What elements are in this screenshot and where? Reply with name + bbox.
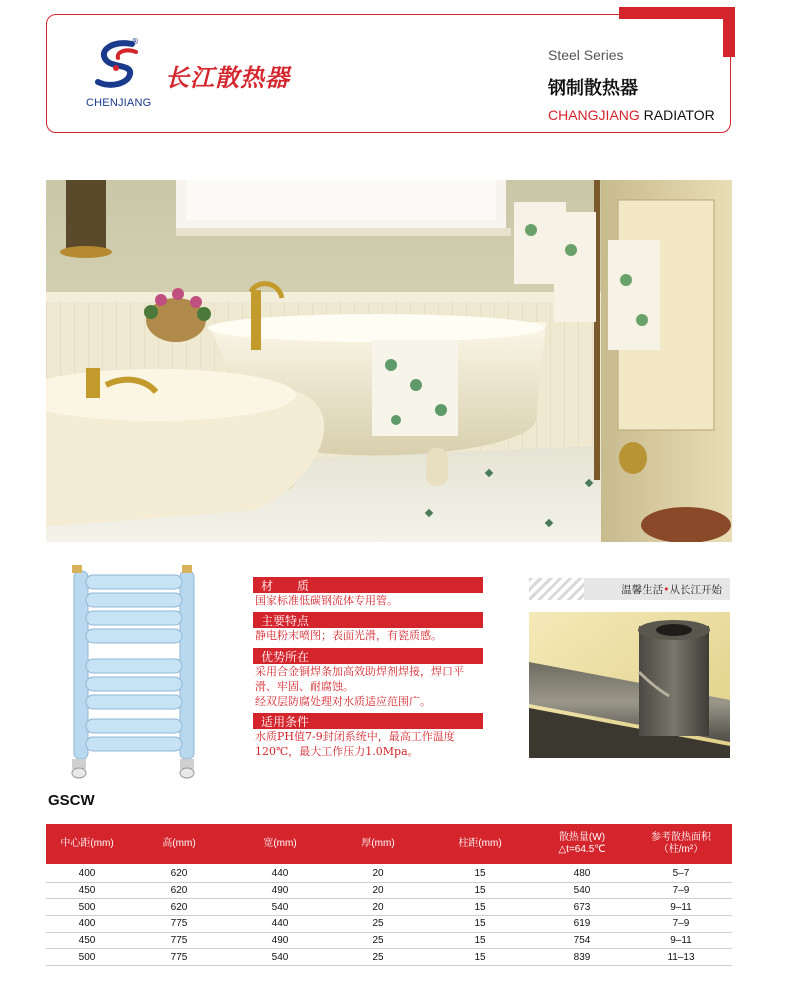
table-cell: 5–7 [630, 864, 732, 882]
th-center-distance: 中心距(mm) [46, 824, 128, 864]
table-cell: 540 [534, 882, 630, 899]
spec-table [46, 824, 732, 966]
series-brand-black: RADIATOR [639, 107, 715, 123]
corner-accent-vertical [723, 7, 735, 57]
table-cell: 440 [230, 916, 330, 933]
table-cell: 15 [426, 864, 534, 882]
th-heat-output-line-2: △t=64.5℃ [558, 844, 606, 855]
th-heat-output-line-1: 散热量(W) [558, 832, 606, 843]
table-row [46, 932, 732, 949]
logo-text: CHENJIANG [86, 97, 152, 109]
table-cell: 25 [330, 932, 426, 949]
slogan-right: 从长江开始 [669, 584, 722, 596]
table-cell: 620 [128, 864, 230, 882]
table-cell: 15 [426, 949, 534, 966]
corner-accent [619, 7, 735, 19]
series-title-en: Steel Series [548, 47, 624, 63]
table-cell: 20 [330, 899, 426, 916]
table-cell: 7–9 [630, 916, 732, 933]
spec-advantages-line-2: 滑、牢固、耐腐蚀。 [255, 680, 354, 693]
th-width: 宽(mm) [230, 824, 330, 864]
table-row [46, 864, 732, 882]
table-cell: 775 [128, 949, 230, 966]
table-cell: 450 [46, 932, 128, 949]
table-cell: 754 [534, 932, 630, 949]
table-cell: 20 [330, 882, 426, 899]
spec-features-title: 主要特点 [253, 612, 483, 628]
model-title: GSCW [48, 792, 95, 809]
table-cell: 620 [128, 882, 230, 899]
table-cell: 15 [426, 882, 534, 899]
table-cell: 673 [534, 899, 630, 916]
spec-material-title: 材质 [253, 577, 483, 593]
th-heat-output [534, 824, 630, 864]
series-brand [548, 107, 715, 123]
table-cell: 450 [46, 882, 128, 899]
table-cell: 490 [230, 882, 330, 899]
spec-features [253, 612, 483, 643]
table-cell: 619 [534, 916, 630, 933]
th-area-line-2: （柱/m²） [658, 844, 704, 855]
table-cell: 20 [330, 864, 426, 882]
spec-conditions-line-2: 120℃，最大工作压力1.0Mpa。 [255, 745, 419, 758]
th-area-line-1: 参考散热面积 [651, 832, 711, 843]
th-thickness: 厚(mm) [330, 824, 426, 864]
table-cell: 15 [426, 932, 534, 949]
table-cell: 540 [230, 949, 330, 966]
brand-name-cn: 长江散热器 [165, 64, 290, 92]
table-cell: 9–11 [630, 899, 732, 916]
spec-material-text: 国家标准低碳钢流体专用管。 [255, 594, 398, 607]
table-cell: 11–13 [630, 949, 732, 966]
table-cell: 775 [128, 932, 230, 949]
table-cell: 775 [128, 916, 230, 933]
th-area [630, 824, 732, 864]
slogan-text [621, 582, 722, 597]
table-cell: 440 [230, 864, 330, 882]
table-cell: 540 [230, 899, 330, 916]
table-cell: 7–9 [630, 882, 732, 899]
th-pitch: 柱距(mm) [426, 824, 534, 864]
table-cell: 480 [534, 864, 630, 882]
bathroom-photo [46, 180, 732, 542]
slogan-bar [529, 578, 730, 600]
spec-conditions-line-1: 水质PH值7-9封闭系统中，最高工作温度 [255, 730, 455, 743]
table-cell: 620 [128, 899, 230, 916]
slogan-left: 温馨生活 [621, 584, 664, 596]
table-row [46, 949, 732, 966]
registered-mark: ® [131, 37, 139, 46]
spec-material [253, 577, 483, 608]
spec-features-text: 静电粉末喷图；表面光滑，有瓷质感。 [255, 629, 442, 642]
table-cell: 15 [426, 916, 534, 933]
spec-advantages [253, 648, 483, 709]
table-cell: 9–11 [630, 932, 732, 949]
table-cell: 15 [426, 899, 534, 916]
spec-conditions [253, 713, 483, 759]
spec-advantages-line-1: 采用合金铜焊条加高效助焊剂焊接，焊口平 [255, 665, 464, 678]
table-header-row [46, 824, 732, 864]
spec-conditions-title: 适用条件 [253, 713, 483, 729]
table-row [46, 882, 732, 899]
chenjiang-logo-icon [92, 38, 144, 94]
series-brand-red: CHANGJIANG [548, 107, 640, 123]
table-cell: 25 [330, 916, 426, 933]
table-row [46, 916, 732, 933]
table-cell: 500 [46, 949, 128, 966]
table-cell: 500 [46, 899, 128, 916]
slogan-dot: • [663, 584, 670, 596]
th-height: 高(mm) [128, 824, 230, 864]
table-cell: 839 [534, 949, 630, 966]
spec-advantages-title: 优势所在 [253, 648, 483, 664]
table-cell: 490 [230, 932, 330, 949]
table-cell: 400 [46, 864, 128, 882]
series-title-cn: 钢制散热器 [548, 78, 638, 99]
table-cell: 400 [46, 916, 128, 933]
weld-closeup-photo [529, 612, 730, 758]
radiator-product-image [62, 563, 206, 781]
spec-advantages-line-3: 经双层防腐处理对水质适应范围广。 [255, 695, 431, 708]
table-cell: 25 [330, 949, 426, 966]
table-row [46, 899, 732, 916]
